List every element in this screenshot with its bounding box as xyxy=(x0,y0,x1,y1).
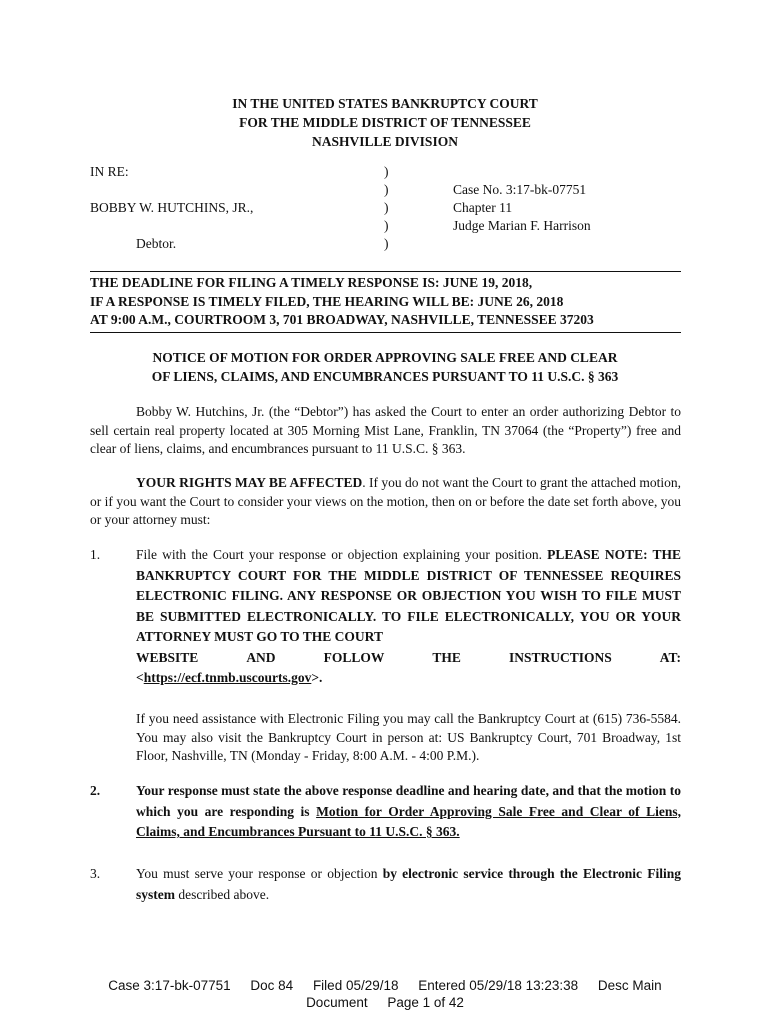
debtor-label: Debtor. xyxy=(136,236,177,251)
item3-bold: by electronic service through the Electronic Filing system xyxy=(136,866,681,902)
item1-notice: PLEASE NOTE: THE BANKRUPTCY COURT FOR THE MIDDLE DISTRICT OF TENNESSEE REQUIRES ELECTRONIC FILING. ANY RESPONSE OR OBJECTION YOU WISH TO FILE MUST BE SUBMITTED ELECTRONICALLY. TO FILE ELECTRONICALLY, YOU OR YOUR ATTORNEY MUST GO TO THE COURT xyxy=(136,547,682,644)
paren: ) xyxy=(384,164,389,179)
footer-page: Page 1 of 42 xyxy=(387,995,464,1010)
item-number: 1. xyxy=(90,547,101,562)
caption-parentheses xyxy=(384,163,389,253)
rights-heading: YOUR RIGHTS MAY BE AFFECTED xyxy=(136,475,363,490)
intro-text: Bobby W. Hutchins, Jr. (the “Debtor”) has asked the Court to enter an order authorizing Debtor to sell certain real property located at 305 Morning Mist Lane, Franklin, TN 37064 (the “Property”) free and clear of liens, claims, and encumbrances pursuant to 11 U.S.C. § 363. xyxy=(90,404,681,456)
item3-plain: You must serve your response or objection xyxy=(136,866,378,881)
item1-word: FOLLOW xyxy=(323,649,385,665)
ecf-footer xyxy=(0,977,770,1011)
hearing-location-line: AT 9:00 A.M., COURTROOM 3, 701 BROADWAY, NASHVILLE, TENNESSEE 37203 xyxy=(90,312,594,327)
footer-desc: Desc Main xyxy=(597,978,662,993)
item1-word: INSTRUCTIONS xyxy=(508,649,612,665)
instruction-item-2 xyxy=(90,781,681,843)
deadline-box xyxy=(90,271,681,333)
item1-word: AND xyxy=(246,649,276,665)
motion-title-underlined: Motion for Order Approving Sale Free and Clear of Liens, Claims, and Encumbrances Pursuant to 11 U.S.C. § 363. xyxy=(136,803,681,839)
item1-last-line xyxy=(136,648,681,669)
instruction-item-1 xyxy=(90,545,681,689)
link-bracket: < xyxy=(136,670,144,685)
paren: ) xyxy=(384,236,389,251)
intro-paragraph xyxy=(90,403,681,459)
item2-text: Your response must state the above response deadline and hearing date, and that the motion to which you are responding is xyxy=(136,783,681,819)
footer-case: Case 3:17-bk-07751 xyxy=(108,978,231,993)
item1-link-line xyxy=(136,668,681,689)
notice-title xyxy=(0,349,770,386)
paren: ) xyxy=(384,200,389,215)
caption-district: FOR THE MIDDLE DISTRICT OF TENNESSEE xyxy=(239,115,531,130)
judge-name: Judge Marian F. Harrison xyxy=(453,218,591,233)
footer-doc: Doc 84 xyxy=(250,978,294,993)
footer-entered: Entered 05/29/18 13:23:38 xyxy=(418,978,579,993)
rights-text: . If you do not want the Court to grant the attached motion, or if you want the Court to consider your views on the motion, then on or before the date set forth above, you or your attorney must: xyxy=(90,475,681,527)
caption-court-name: IN THE UNITED STATES BANKRUPTCY COURT xyxy=(232,96,538,111)
item-number: 2. xyxy=(90,783,101,798)
assistance-paragraph: If you need assistance with Electronic Filing you may call the Bankruptcy Court at (615) 736-5584. You may also visit the Bankruptcy Court in person at: US Bankruptcy Court, 701 Broadway, 1st Floor, Nashville, TN (Monday - Friday, 8:00 A.M. - 4:00 P.M.). xyxy=(136,711,681,763)
paren: ) xyxy=(384,218,389,233)
paren: ) xyxy=(384,182,389,197)
footer-document: Document xyxy=(306,995,368,1010)
caption-division: NASHVILLE DIVISION xyxy=(312,134,458,149)
court-caption xyxy=(0,94,770,151)
case-info xyxy=(453,181,591,235)
chapter: Chapter 11 xyxy=(453,200,513,215)
in-re-label: IN RE: xyxy=(90,164,129,179)
item1-word: THE xyxy=(432,649,461,665)
deadline-line: THE DEADLINE FOR FILING A TIMELY RESPONSE IS: JUNE 19, 2018, xyxy=(90,275,533,290)
item1-plain: File with the Court your response or objection explaining your position. xyxy=(136,547,542,562)
notice-title-line: NOTICE OF MOTION FOR ORDER APPROVING SALE FREE AND CLEAR xyxy=(152,350,618,365)
case-number: Case No. 3:17-bk-07751 xyxy=(453,182,587,197)
item1-word: WEBSITE xyxy=(136,649,199,665)
rights-paragraph xyxy=(90,474,681,530)
in-re-block xyxy=(90,163,253,253)
item-number: 3. xyxy=(90,866,101,881)
link-bracket: >. xyxy=(311,670,323,685)
item1-word: AT: xyxy=(659,649,681,665)
notice-title-line: OF LIENS, CLAIMS, AND ENCUMBRANCES PURSUANT TO 11 U.S.C. § 363 xyxy=(151,368,619,384)
hearing-line: IF A RESPONSE IS TIMELY FILED, THE HEARING WILL BE: JUNE 26, 2018 xyxy=(90,293,564,309)
ecf-website-link[interactable]: https://ecf.tnmb.uscourts.gov xyxy=(143,670,312,685)
debtor-name: BOBBY W. HUTCHINS, JR., xyxy=(90,200,254,215)
instruction-item-3 xyxy=(90,864,681,905)
footer-filed: Filed 05/29/18 xyxy=(312,978,399,993)
item3-tail: described above. xyxy=(178,886,270,902)
